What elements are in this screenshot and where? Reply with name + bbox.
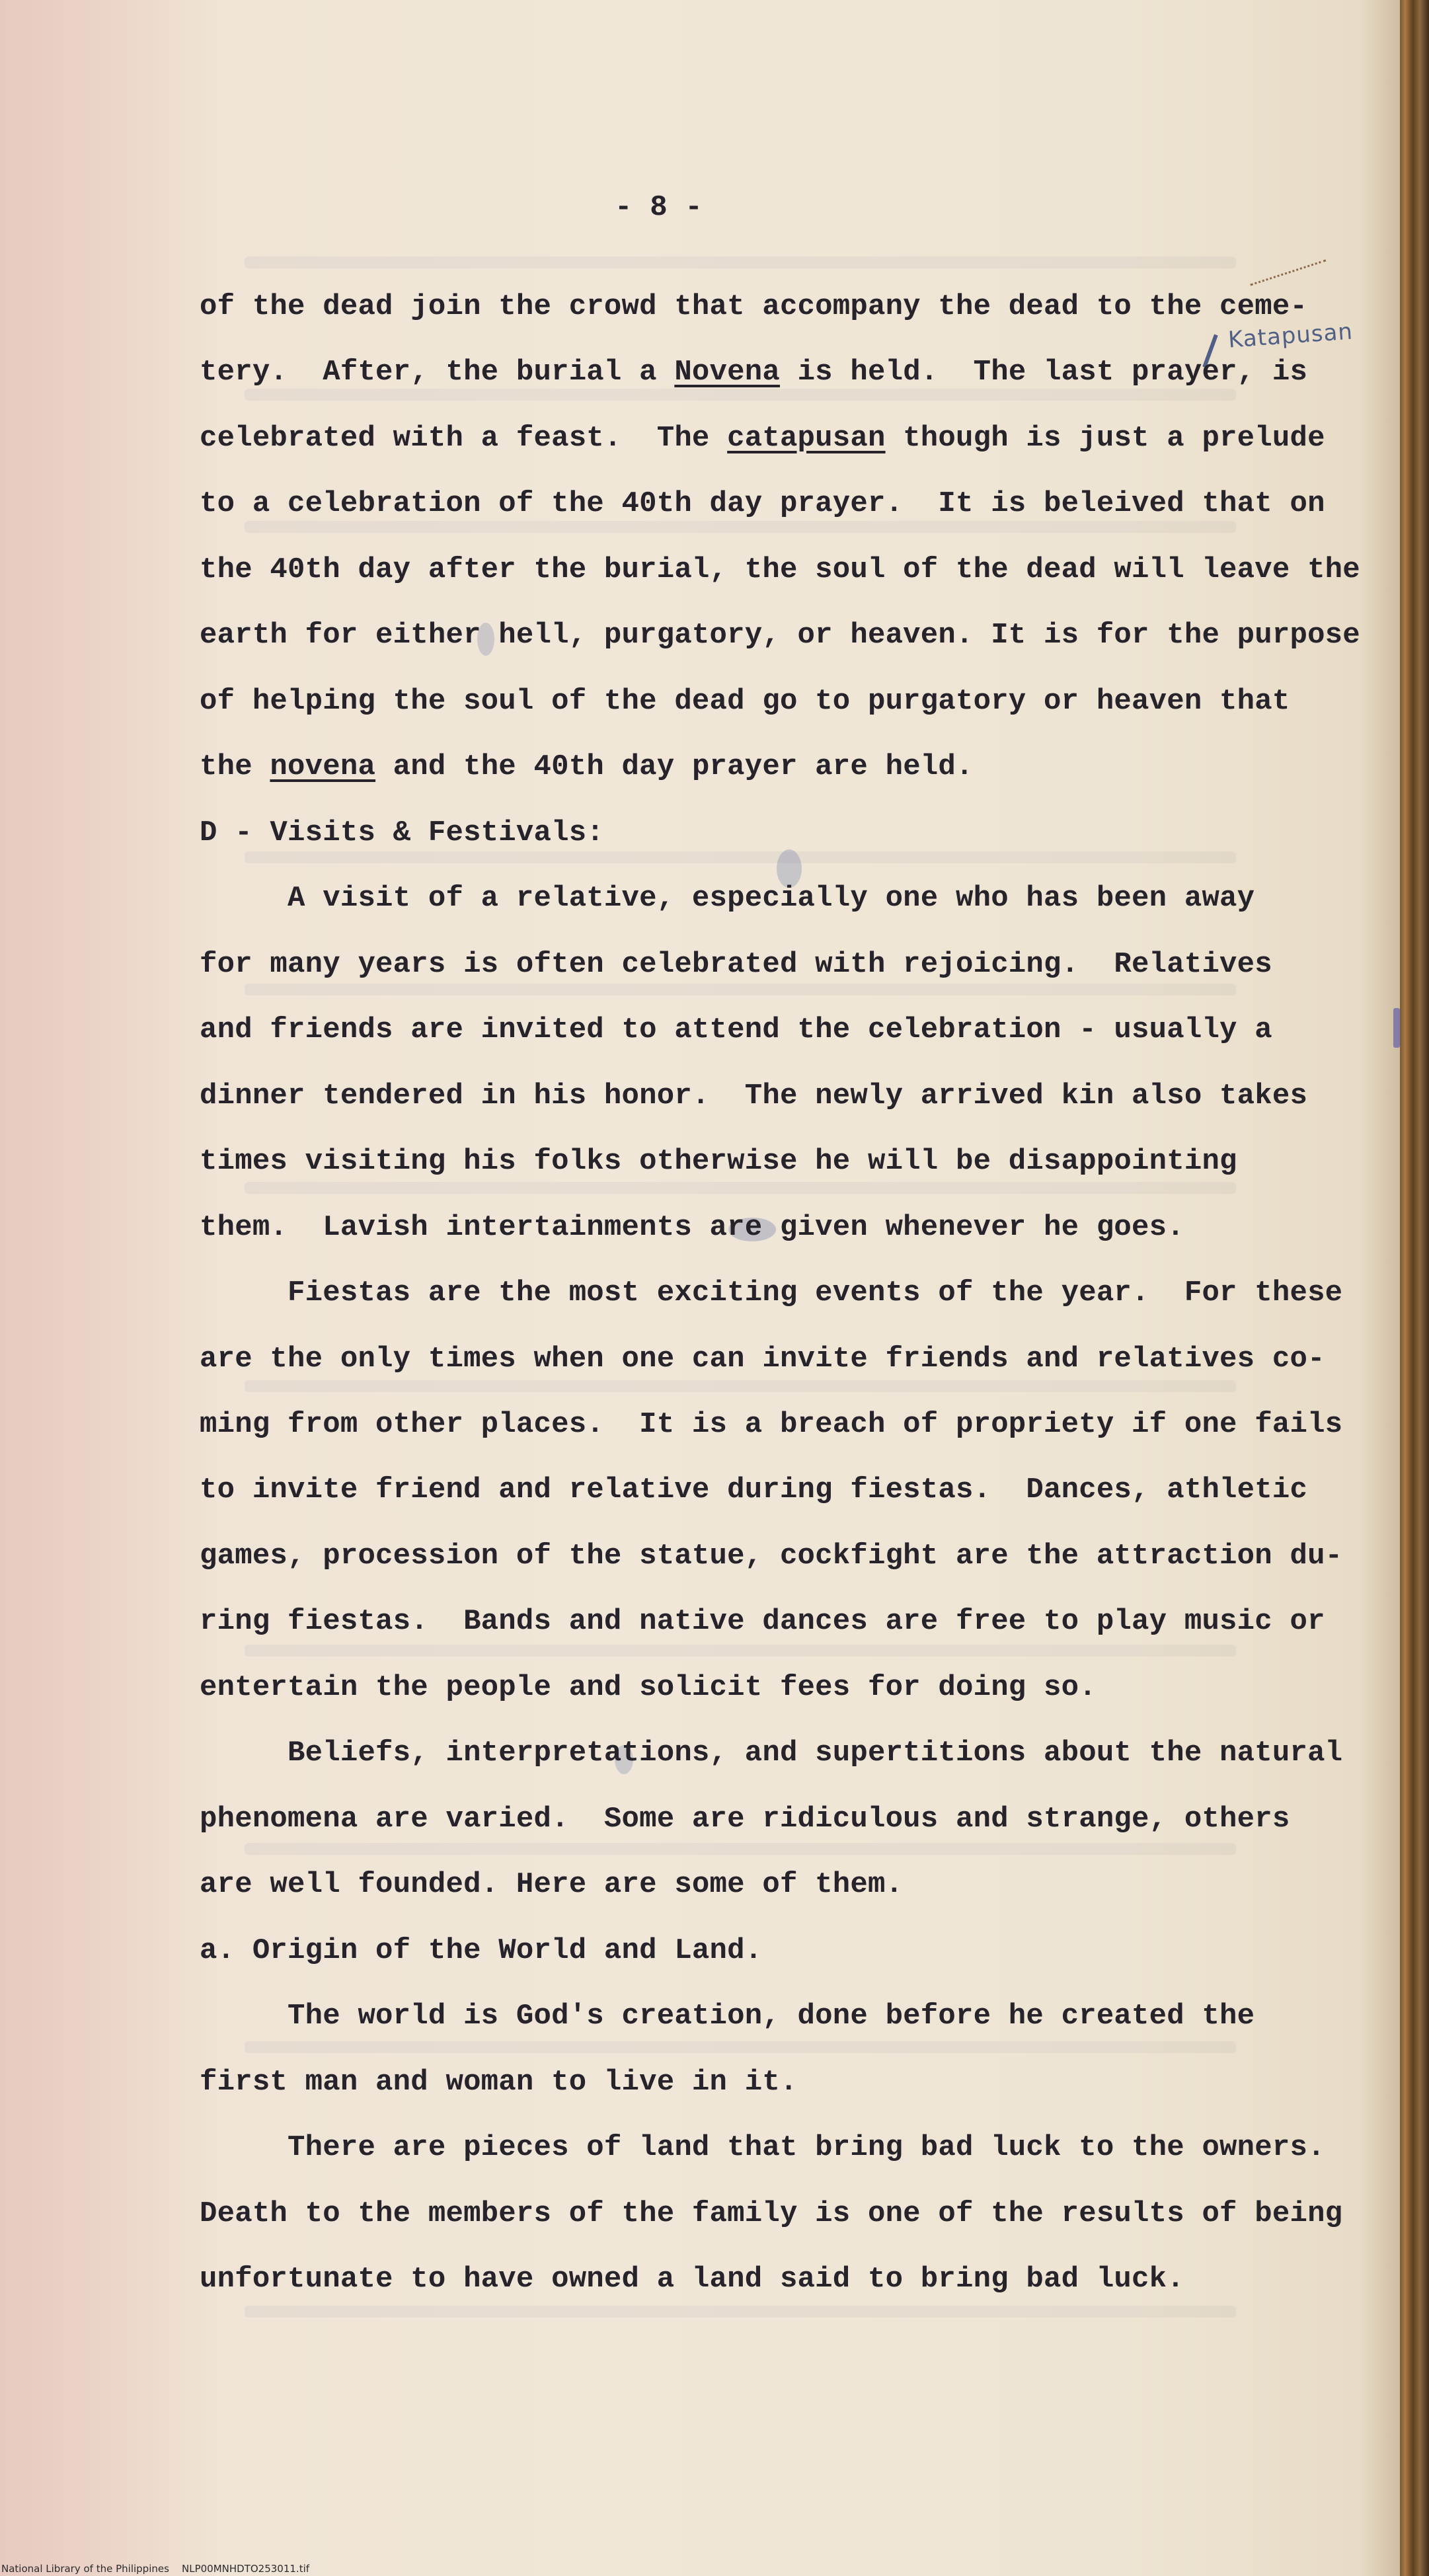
bleed-through — [245, 1380, 1236, 1392]
text-line: games, procession of the statue, cockfight are the attraction du- — [200, 1540, 1343, 1573]
text-line: for many years is often celebrated with rejoicing. Relatives — [200, 948, 1272, 981]
text-line: unfortunate to have owned a land said to bring bad luck. — [200, 2263, 1184, 2296]
section-heading: D - Visits & Festivals: — [200, 816, 604, 849]
text-line: The world is God's creation, done before he created the — [200, 2000, 1255, 2033]
bleed-through — [245, 1182, 1236, 1194]
text-line: ming from other places. It is a breach of propriety if one fails — [200, 1408, 1343, 1441]
bleed-through — [245, 2306, 1236, 2318]
text-line: There are pieces of land that bring bad luck to the owners. — [200, 2131, 1325, 2164]
page-number: - 8 - — [615, 191, 703, 224]
text-line: are the only times when one can invite friends and relatives co- — [200, 1343, 1325, 1376]
text-line: times visiting his folks otherwise he will be disappointing — [200, 1145, 1237, 1178]
underlined-term: novena — [270, 750, 376, 783]
text-segment: is held. The last prayer, is — [779, 356, 1308, 389]
bleed-through — [245, 256, 1236, 268]
text-line — [200, 752, 974, 781]
text-line: ring fiestas. Bands and native dances are free to play music or — [200, 1605, 1325, 1638]
text-line: phenomena are varied. Some are ridiculous and strange, others — [200, 1803, 1290, 1836]
text-line: dinner tendered in his honor. The newly arrived kin also takes — [200, 1079, 1308, 1112]
text-line: of the dead join the crowd that accompany the dead to the ceme- — [200, 290, 1308, 323]
underlined-term: catapusan — [727, 422, 886, 455]
text-line: of helping the soul of the dead go to purgatory or heaven that — [200, 685, 1290, 718]
bleed-through — [245, 1843, 1236, 1855]
text-line: Beliefs, interpretations, and supertitions about the natural — [200, 1737, 1343, 1770]
bleed-through — [245, 984, 1236, 995]
bleed-through — [245, 521, 1236, 533]
text-line: to invite friend and relative during fiestas. Dances, athletic — [200, 1473, 1308, 1506]
text-line: Fiestas are the most exciting events of the year. For these — [200, 1276, 1343, 1309]
text-segment: celebrated with a feast. The — [200, 422, 728, 455]
text-line: earth for either hell, purgatory, or heaven. It is for the purpose — [200, 619, 1360, 652]
text-segment: tery. After, the burial a — [200, 356, 675, 389]
text-line: and friends are invited to attend the celebration - usually a — [200, 1013, 1272, 1046]
scan-credit-footer: National Library of the Philippines NLP00MNHDTO253011.tif — [1, 2563, 310, 2575]
fold-shadow — [1362, 0, 1400, 2576]
underlined-term: Novena — [674, 356, 780, 389]
bleed-through — [245, 851, 1236, 863]
bleed-through — [245, 1645, 1236, 1657]
text-line: Death to the members of the family is one of the results of being — [200, 2197, 1343, 2230]
text-segment: and the 40th day prayer are held. — [375, 750, 974, 783]
subsection-heading: a. Origin of the World and Land. — [200, 1934, 763, 1967]
text-line — [200, 424, 1325, 453]
text-segment: the — [200, 750, 270, 783]
text-line: the 40th day after the burial, the soul of the dead will leave the — [200, 553, 1360, 586]
text-line: are well founded. Here are some of them. — [200, 1868, 904, 1901]
blue-edge-mark — [1393, 1008, 1400, 1048]
text-line: to a celebration of the 40th day prayer. It is beleived that on — [200, 487, 1325, 520]
bleed-through — [245, 389, 1236, 401]
text-line: them. Lavish intertainments are given whenever he goes. — [200, 1211, 1184, 1244]
text-line: entertain the people and solicit fees for doing so. — [200, 1671, 1097, 1704]
text-line: first man and woman to live in it. — [200, 2066, 798, 2099]
text-line: A visit of a relative, especially one who has been away — [200, 882, 1255, 915]
book-spine-edge — [1400, 0, 1429, 2576]
handwritten-margin-note: Katapusan — [1227, 318, 1354, 354]
bleed-through — [245, 2041, 1236, 2053]
text-line — [200, 358, 1307, 387]
text-segment: though is just a prelude — [885, 422, 1325, 455]
